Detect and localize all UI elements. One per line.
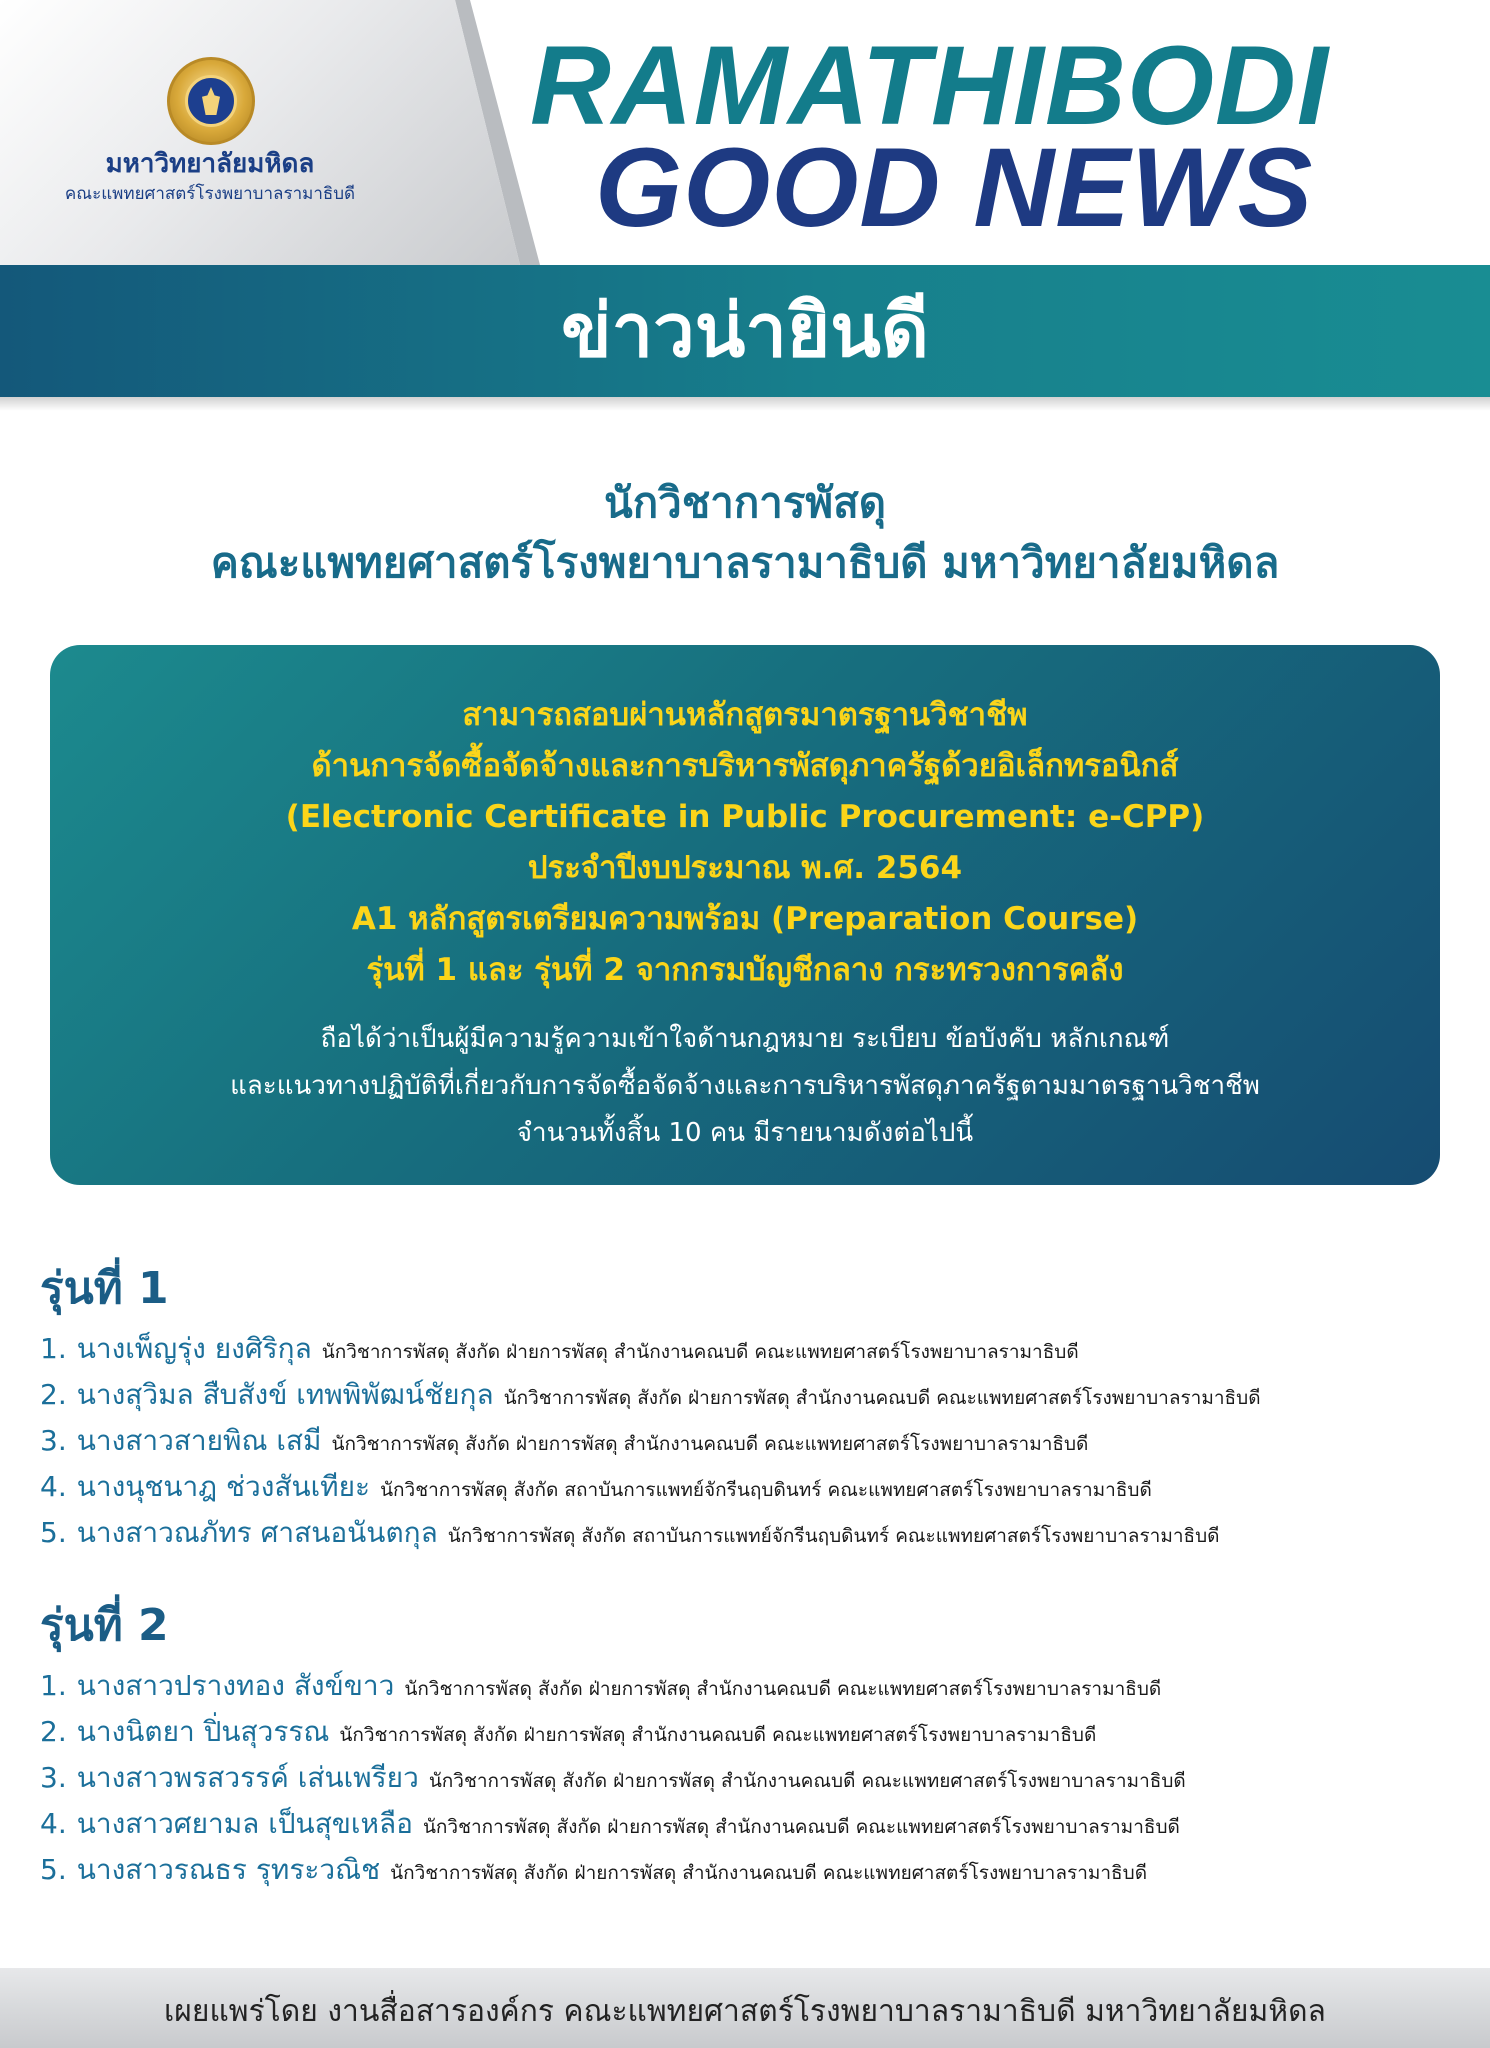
emblem-inner: [185, 75, 237, 127]
crown-icon: [202, 87, 220, 115]
member-detail: นักวิชาการพัสดุ สังกัด ฝ่ายการพัสดุ สำนักงานคณบดี คณะแพทยศาสตร์โรงพยาบาลรามาธิบดี: [339, 1724, 1097, 1746]
member-detail: นักวิชาการพัสดุ สังกัด ฝ่ายการพัสดุ สำนักงานคณบดี คณะแพทยศาสตร์โรงพยาบาลรามาธิบดี: [404, 1678, 1162, 1700]
footer-credit: เผยแพร่โดย งานสื่อสารองค์กร คณะแพทยศาสตร์โรงพยาบาลรามาธิบดี มหาวิทยาลัยมหิดล: [164, 1994, 1326, 2029]
item-number: 3.: [40, 1424, 67, 1457]
item-number: 3.: [40, 1761, 67, 1794]
member-detail: นักวิชาการพัสดุ สังกัด ฝ่ายการพัสดุ สำนักงานคณบดี คณะแพทยศาสตร์โรงพยาบาลรามาธิบดี: [503, 1387, 1261, 1409]
member-name: นางสาวปรางทอง สังข์ขาว: [76, 1669, 395, 1702]
member-detail: นักวิชาการพัสดุ สังกัด ฝ่ายการพัสดุ สำนักงานคณบดี คณะแพทยศาสตร์โรงพยาบาลรามาธิบดี: [331, 1433, 1089, 1455]
group-1-list: [40, 1327, 1480, 1557]
header: [0, 0, 1490, 265]
header-silver-panel: [0, 0, 520, 265]
faculty-name: คณะแพทยศาสตร์โรงพยาบาลรามาธิบดี: [64, 184, 356, 204]
title-good-news: GOOD NEWS: [595, 125, 1314, 250]
item-number: 1.: [40, 1332, 67, 1365]
member-detail: นักวิชาการพัสดุ สังกัด ฝ่ายการพัสดุ สำนักงานคณบดี คณะแพทยศาสตร์โรงพยาบาลรามาธิบดี: [321, 1341, 1079, 1363]
member-detail: นักวิชาการพัสดุ สังกัด ฝ่ายการพัสดุ สำนักงานคณบดี คณะแพทยศาสตร์โรงพยาบาลรามาธิบดี: [428, 1770, 1186, 1792]
item-number: 4.: [40, 1470, 67, 1503]
headline-faculty: คณะแพทยศาสตร์โรงพยาบาลรามาธิบดี มหาวิทยาลัยมหิดล: [210, 538, 1280, 587]
member-detail: นักวิชาการพัสดุ สังกัด ฝ่ายการพัสดุ สำนักงานคณบดี คณะแพทยศาสตร์โรงพยาบาลรามาธิบดี: [422, 1816, 1180, 1838]
group-2-list: [40, 1664, 1480, 1894]
university-emblem-icon: [167, 57, 255, 145]
headline-position: นักวิชาการพัสดุ: [604, 478, 886, 527]
member-name: นางนุชนาฎ ช่วงสันเทียะ: [76, 1470, 371, 1503]
member-name: นางเพ็ญรุ่ง ยงศิริกุล: [76, 1332, 312, 1365]
highlight-line: สามารถสอบผ่านหลักสูตรมาตรฐานวิชาชีพ: [462, 697, 1028, 733]
item-number: 5.: [40, 1516, 67, 1549]
highlight-line: (Electronic Certificate in Public Procurement: e-CPP): [285, 799, 1205, 835]
highlight-body-line: ถือได้ว่าเป็นผู้มีความรู้ความเข้าใจด้านกฎหมาย ระเบียบ ข้อบังคับ หลักเกณฑ์: [320, 1024, 1170, 1054]
university-name: มหาวิทยาลัยมหิดล: [105, 149, 315, 179]
member-name: นางสาวศยามล เป็นสุขเหลือ: [76, 1807, 413, 1840]
list-item: [40, 1664, 1480, 1710]
item-number: 2.: [40, 1378, 67, 1411]
highlight-line: ด้านการจัดซื้อจัดจ้างและการบริหารพัสดุภาครัฐด้วยอิเล็กทรอนิกส์: [311, 748, 1179, 784]
group-title-2: รุ่นที่ 2: [40, 1600, 169, 1651]
member-name: นางสาวสายพิณ เสมี: [76, 1424, 322, 1457]
title-ramathibodi: RAMATHIBODI: [530, 23, 1330, 148]
list-item: [40, 1373, 1480, 1419]
highlight-line: ประจำปีงบประมาณ พ.ศ. 2564: [527, 850, 963, 886]
list-item: [40, 1327, 1480, 1373]
item-number: 1.: [40, 1669, 67, 1702]
highlight-line: A1 หลักสูตรเตรียมความพร้อม (Preparation Course): [351, 901, 1139, 937]
member-name: นางสุวิมล สืบสังข์ เทพพิพัฒน์ชัยกุล: [76, 1378, 494, 1411]
group-title-1: รุ่นที่ 1: [40, 1263, 169, 1314]
item-number: 4.: [40, 1807, 67, 1840]
member-detail: นักวิชาการพัสดุ สังกัด สถาบันการแพทย์จักรีนฤบดินทร์ คณะแพทยศาสตร์โรงพยาบาลรามาธิบดี: [447, 1525, 1220, 1547]
banner-shadow: [0, 397, 1490, 411]
member-detail: นักวิชาการพัสดุ สังกัด สถาบันการแพทย์จักรีนฤบดินทร์ คณะแพทยศาสตร์โรงพยาบาลรามาธิบดี: [380, 1479, 1152, 1501]
list-item: [40, 1802, 1480, 1848]
item-number: 2.: [40, 1715, 67, 1748]
member-name: นางสาวณภัทร ศาสนอนันตกุล: [76, 1516, 438, 1549]
highlight-line: รุ่นที่ 1 และ รุ่นที่ 2 จากกรมบัญชีกลาง กระทรวงการคลัง: [366, 952, 1124, 988]
member-name: นางนิตยา ปิ่นสุวรรณ: [76, 1715, 330, 1748]
list-item: [40, 1419, 1480, 1465]
list-item: [40, 1710, 1480, 1756]
highlight-body-line: และแนวทางปฏิบัติที่เกี่ยวกับการจัดซื้อจัดจ้างและการบริหารพัสดุภาครัฐตามมาตรฐานวิชาชีพ: [230, 1071, 1260, 1101]
member-name: นางสาวพรสวรรค์ เส่นเพรียว: [76, 1761, 419, 1794]
member-detail: นักวิชาการพัสดุ สังกัด ฝ่ายการพัสดุ สำนักงานคณบดี คณะแพทยศาสตร์โรงพยาบาลรามาธิบดี: [390, 1862, 1148, 1884]
list-item: [40, 1465, 1480, 1511]
list-item: [40, 1756, 1480, 1802]
member-name: นางสาวรณธร รุทระวณิช: [76, 1853, 381, 1886]
list-item: [40, 1511, 1480, 1557]
banner-title: ข่าวน่ายินดี: [561, 288, 929, 374]
item-number: 5.: [40, 1853, 67, 1886]
highlight-body-line: จำนวนทั้งสิ้น 10 คน มีรายนามดังต่อไปนี้: [516, 1118, 974, 1148]
list-item: [40, 1848, 1480, 1894]
